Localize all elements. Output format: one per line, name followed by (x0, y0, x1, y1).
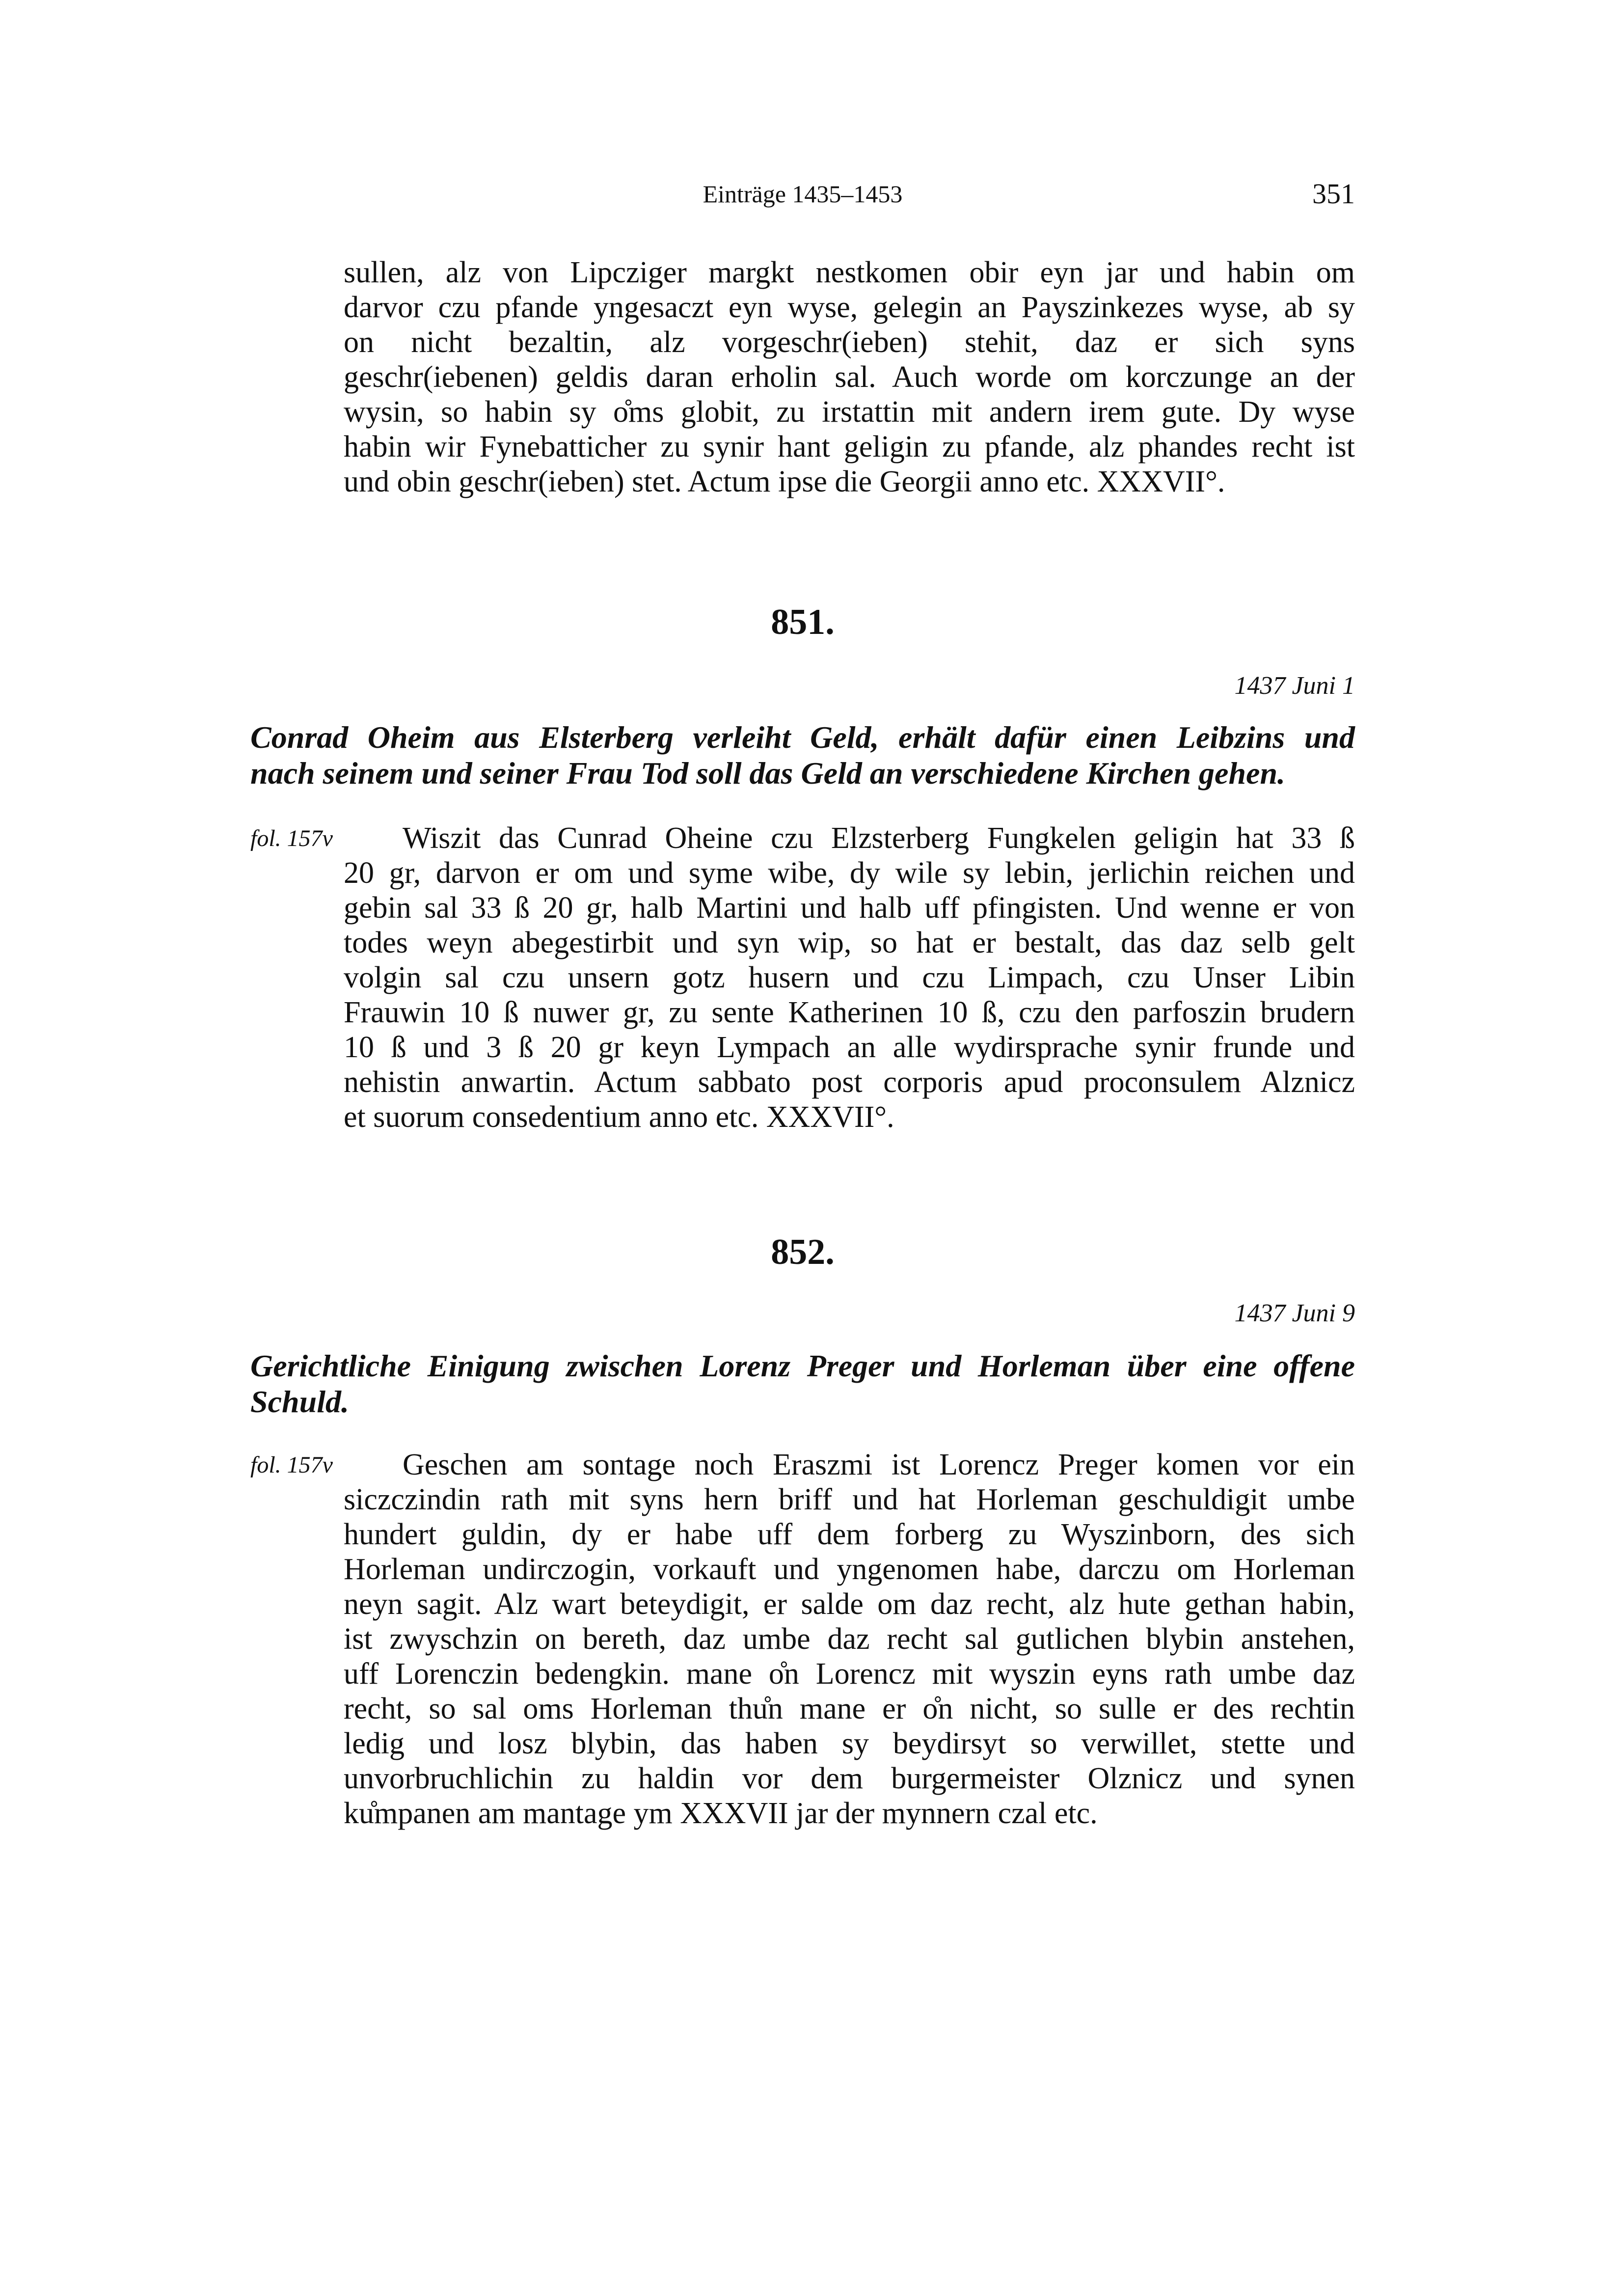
text-line: siczczindin rath mit syns hern briff und hat Horleman geschuldigit umbe (344, 1483, 1355, 1516)
continuation-paragraph (344, 255, 1355, 499)
text-line: gebin sal 33 ß 20 gr, halb Martini und halb uff pfingisten. Und wenne er von (344, 891, 1355, 925)
text-line: 10 ß und 3 ß 20 gr keyn Lympach an alle wydirsprache synir frunde und (344, 1031, 1355, 1064)
entry-number-851: 851. (771, 602, 835, 642)
text-line: todes weyn abegestirbit und syn wip, so hat er bestalt, das daz selb gelt (344, 926, 1355, 959)
entry-text-852 (344, 1448, 1355, 1831)
text-line: darvor czu pfande yngesaczt eyn wyse, gelegin an Payszinkezes wyse, ab sy (344, 291, 1355, 324)
summary-line: Schuld. (250, 1384, 349, 1419)
text-line: Wiszit das Cunrad Oheine czu Elzsterberg Fungkelen geligin hat 33 ß (403, 821, 1355, 855)
summary-line: nach seinem und seiner Frau Tod soll das Geld an verschiedene Kirchen gehen. (250, 756, 1286, 791)
running-head-title: Einträge 1435–1453 (703, 180, 903, 208)
text-line: habin wir Fynebatticher zu synir hant geligin zu pfande, alz phandes recht ist (344, 430, 1355, 464)
entry-date-851: 1437 Juni 1 (1234, 672, 1355, 700)
text-line: on nicht bezaltin, alz vorgeschr(ieben) stehit, daz er sich syns (344, 326, 1355, 359)
folio-reference-852: fol. 157v (250, 1452, 333, 1478)
summary-line: Gerichtliche Einigung zwischen Lorenz Preger und Horleman über eine offene (250, 1348, 1355, 1383)
text-line: ist zwyschzin on bereth, daz umbe daz recht sal gutlichen blybin anstehen, (344, 1622, 1355, 1656)
text-line: unvorbruchlichin zu haldin vor dem burgermeister Olznicz und synen (344, 1762, 1355, 1795)
text-line: ledig und losz blybin, das haben sy beydirsyt so verwillet, stette und (344, 1727, 1355, 1760)
entry-date-852: 1437 Juni 9 (1234, 1299, 1355, 1327)
text-line: hundert guldin, dy er habe uff dem forberg zu Wyszinborn, des sich (344, 1518, 1355, 1551)
entry-summary-852 (250, 1348, 1355, 1420)
text-line: et suorum consedentium anno etc. XXXVII°. (344, 1100, 894, 1134)
text-line: sullen, alz von Lipcziger margkt nestkomen obir eyn jar und habin om (344, 256, 1355, 289)
text-line: Horleman undirczogin, vorkauft und yngenomen habe, darczu om Horleman (344, 1553, 1355, 1586)
running-head (250, 177, 1355, 211)
entry-summary-851 (250, 719, 1355, 791)
text-line: Geschen am sontage noch Eraszmi ist Lorencz Preger komen vor ein (403, 1448, 1355, 1481)
entry-number-852: 852. (771, 1232, 835, 1272)
text-line: nehistin anwartin. Actum sabbato post corporis apud proconsulem Alznicz (344, 1066, 1355, 1099)
text-line: ku͏̊mpanen am mantage ym XXXVII jar der mynnern czal etc. (344, 1797, 1098, 1830)
text-line: wysin, so habin sy o͏̊ms globit, zu irstattin mit andern irem gute. Dy wyse (344, 395, 1355, 429)
entry-text-851 (344, 821, 1355, 1135)
text-line: und obin geschr(ieben) stet. Actum ipse die Georgii anno etc. XXXVII°. (344, 465, 1225, 498)
page-number: 351 (1312, 178, 1355, 210)
text-line: neyn sagit. Alz wart beteydigit, er salde om daz recht, alz hute gethan habin, (344, 1587, 1355, 1621)
text-line: Frauwin 10 ß nuwer gr, zu sente Katherinen 10 ß, czu den parfoszin brudern (344, 996, 1355, 1029)
text-line: volgin sal czu unsern gotz husern und czu Limpach, czu Unser Libin (344, 961, 1355, 994)
folio-reference-851: fol. 157v (250, 825, 333, 851)
text-line: geschr(iebenen) geldis daran erholin sal. Auch worde om korczunge an der (344, 360, 1355, 394)
text-line: 20 gr, darvon er om und syme wibe, dy wile sy lebin, jerlichin reichen und (344, 856, 1355, 890)
text-line: uff Lorenczin bedengkin. mane o͏̊n Lorencz mit wyszin eyns rath umbe daz (344, 1657, 1355, 1691)
summary-line: Conrad Oheim aus Elsterberg verleiht Geld, erhält dafür einen Leibzins und (250, 720, 1355, 755)
text-line: recht, so sal oms Horleman thu͏̊n mane er o͏̊n nicht, so sulle er des rechtin (344, 1692, 1355, 1725)
